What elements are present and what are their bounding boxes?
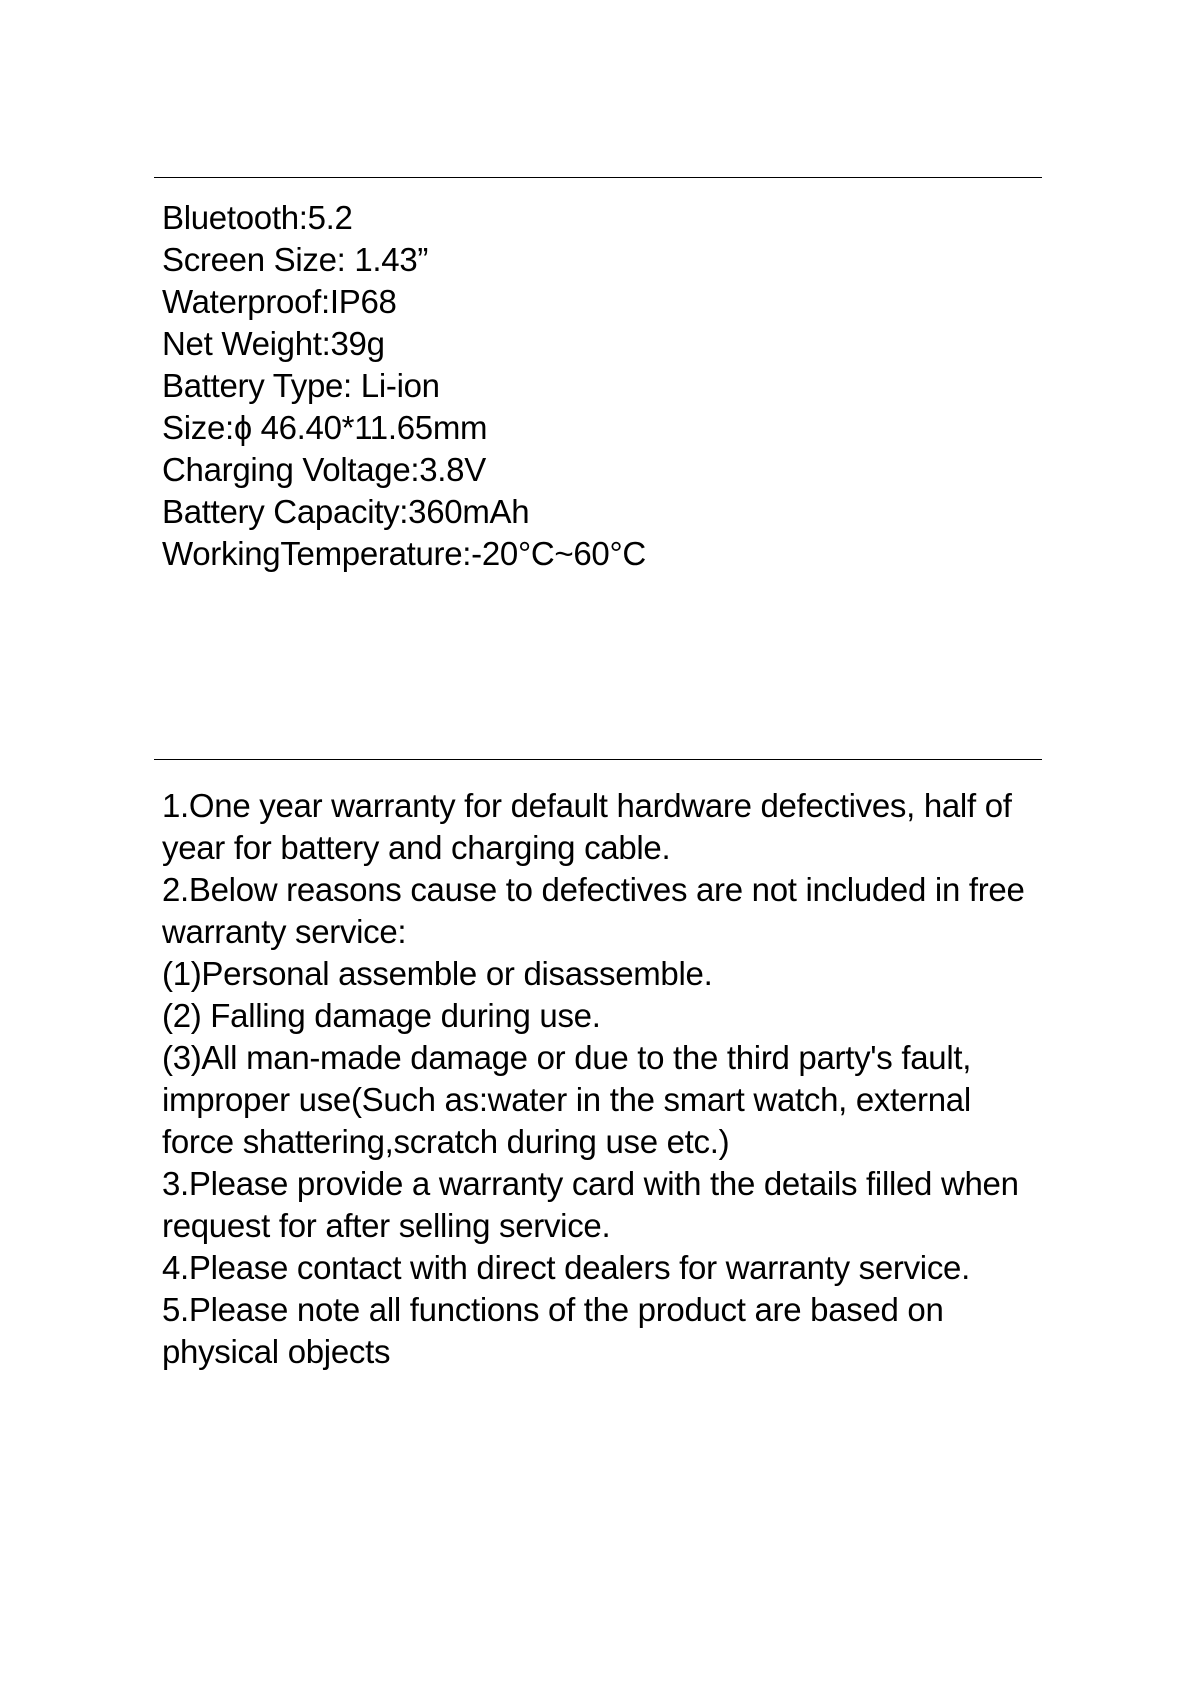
warranty-line: year for battery and charging cable.: [162, 829, 671, 866]
warranty-line: 4.Please contact with direct dealers for warranty service.: [162, 1249, 970, 1286]
warranty-terms: [162, 785, 1042, 1373]
warranty-line: (1)Personal assemble or disassemble.: [162, 955, 713, 992]
spec-battery-capacity: Battery Capacity:360mAh: [162, 493, 530, 530]
top-divider: [154, 177, 1042, 178]
warranty-line: 3.Please provide a warranty card with the details filled when: [162, 1165, 1019, 1202]
warranty-line: 1.One year warranty for default hardware defectives, half of: [162, 787, 1012, 824]
middle-divider: [154, 759, 1042, 760]
warranty-line: 2.Below reasons cause to defectives are not included in free: [162, 871, 1025, 908]
spec-screen-size: Screen Size: 1.43”: [162, 241, 429, 278]
warranty-line: request for after selling service.: [162, 1207, 611, 1244]
spec-battery-type: Battery Type: Li-ion: [162, 367, 440, 404]
spec-working-temperature: WorkingTemperature:-20°C~60°C: [162, 535, 646, 572]
spec-charging-voltage: Charging Voltage:3.8V: [162, 451, 486, 488]
warranty-line: warranty service:: [162, 913, 407, 950]
warranty-line: improper use(Such as:water in the smart watch, external: [162, 1081, 971, 1118]
warranty-line: 5.Please note all functions of the product are based on: [162, 1291, 944, 1328]
spec-bluetooth: Bluetooth:5.2: [162, 199, 353, 236]
warranty-line: (3)All man-made damage or due to the third party's fault,: [162, 1039, 972, 1076]
spec-size: Size:ɸ 46.40*11.65mm: [162, 409, 488, 446]
spec-waterproof: Waterproof:IP68: [162, 283, 397, 320]
specifications-list: [162, 197, 1042, 575]
warranty-line: physical objects: [162, 1333, 391, 1370]
spec-net-weight: Net Weight:39g: [162, 325, 385, 362]
warranty-line: (2) Falling damage during use.: [162, 997, 601, 1034]
warranty-line: force shattering,scratch during use etc.): [162, 1123, 730, 1160]
